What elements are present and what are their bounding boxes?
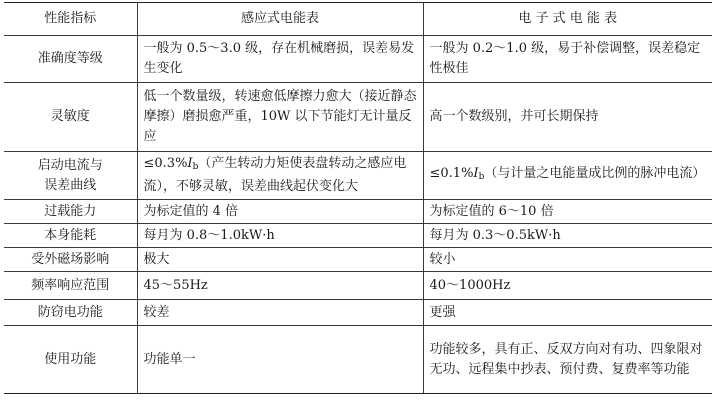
current-symbol: I: [187, 156, 193, 171]
row-electronic-value: 为标定值的 6～10 倍: [423, 200, 712, 224]
table-row: [4, 200, 712, 224]
table-row: [4, 224, 712, 248]
row-inductive-value: [137, 152, 423, 200]
row-electronic-value: 每月为 0.3～0.5kW·h: [423, 224, 712, 248]
row-metric-line1: 启动电流与: [37, 157, 103, 173]
row-inductive-value: 较差: [137, 300, 423, 326]
start-current-description: （产生转动力矩使表盘转动之感应电流），不够灵敏，误差曲线起伏变化大: [143, 156, 407, 194]
row-electronic-value: 高一个数级别，并可长期保持: [423, 83, 712, 152]
row-inductive-value: 功能单一: [137, 326, 423, 394]
row-electronic-value: 更强: [423, 300, 712, 326]
row-electronic-value: 一般为 0.2～1.0 级，易于补偿调整，误差稳定性极佳: [423, 36, 712, 83]
table-row: [4, 36, 712, 83]
row-metric-line2: 误差曲线: [44, 177, 97, 193]
table-row: [4, 300, 712, 326]
row-metric: 使用功能: [4, 326, 137, 394]
row-inductive-value: 低一个数量级，转速愈低摩擦力愈大（接近静态摩擦）磨损愈严重，10W 以下节能灯无计量反应: [137, 83, 423, 152]
table-row: [4, 152, 712, 200]
row-metric: 防窃电功能: [4, 300, 137, 326]
header-electronic-meter: 电 子 式 电 能 表: [423, 3, 712, 36]
row-electronic-value: [423, 152, 712, 200]
current-subscript: b: [478, 172, 485, 182]
row-metric: 本身能耗: [4, 224, 137, 248]
table-row: [4, 248, 712, 272]
table-header-row: [4, 3, 712, 36]
row-inductive-value: 极大: [137, 248, 423, 272]
start-current-limit: ≤0.1%: [429, 166, 474, 181]
start-current-description: （与计量之电能量成比例的脉冲电流）: [484, 166, 706, 181]
row-metric: [4, 152, 137, 200]
start-current-limit: ≤0.3%: [143, 156, 188, 171]
row-inductive-value: 一般为 0.5～3.0 级，存在机械磨损，误差易发生变化: [137, 36, 423, 83]
header-metric: 性能指标: [4, 3, 137, 36]
current-subscript: b: [192, 162, 199, 172]
current-symbol: I: [473, 166, 479, 181]
row-inductive-value: 每月为 0.8～1.0kW·h: [137, 224, 423, 248]
table-row: [4, 83, 712, 152]
comparison-table: [4, 2, 712, 394]
row-metric: 频率响应范围: [4, 272, 137, 300]
row-electronic-value: 较小: [423, 248, 712, 272]
row-metric: 准确度等级: [4, 36, 137, 83]
header-inductive-meter: 感应式电能表: [137, 3, 423, 36]
row-inductive-value: 为标定值的 4 倍: [137, 200, 423, 224]
row-metric: 过载能力: [4, 200, 137, 224]
row-electronic-value: 功能较多，具有正、反双方向对有功、四象限对无功、远程集中抄表、预付费、复费率等功能: [423, 326, 712, 394]
row-metric: 灵敏度: [4, 83, 137, 152]
row-electronic-value: 40～1000Hz: [423, 272, 712, 300]
row-inductive-value: 45～55Hz: [137, 272, 423, 300]
row-metric: 受外磁场影响: [4, 248, 137, 272]
table-row: [4, 326, 712, 394]
table-row: [4, 272, 712, 300]
